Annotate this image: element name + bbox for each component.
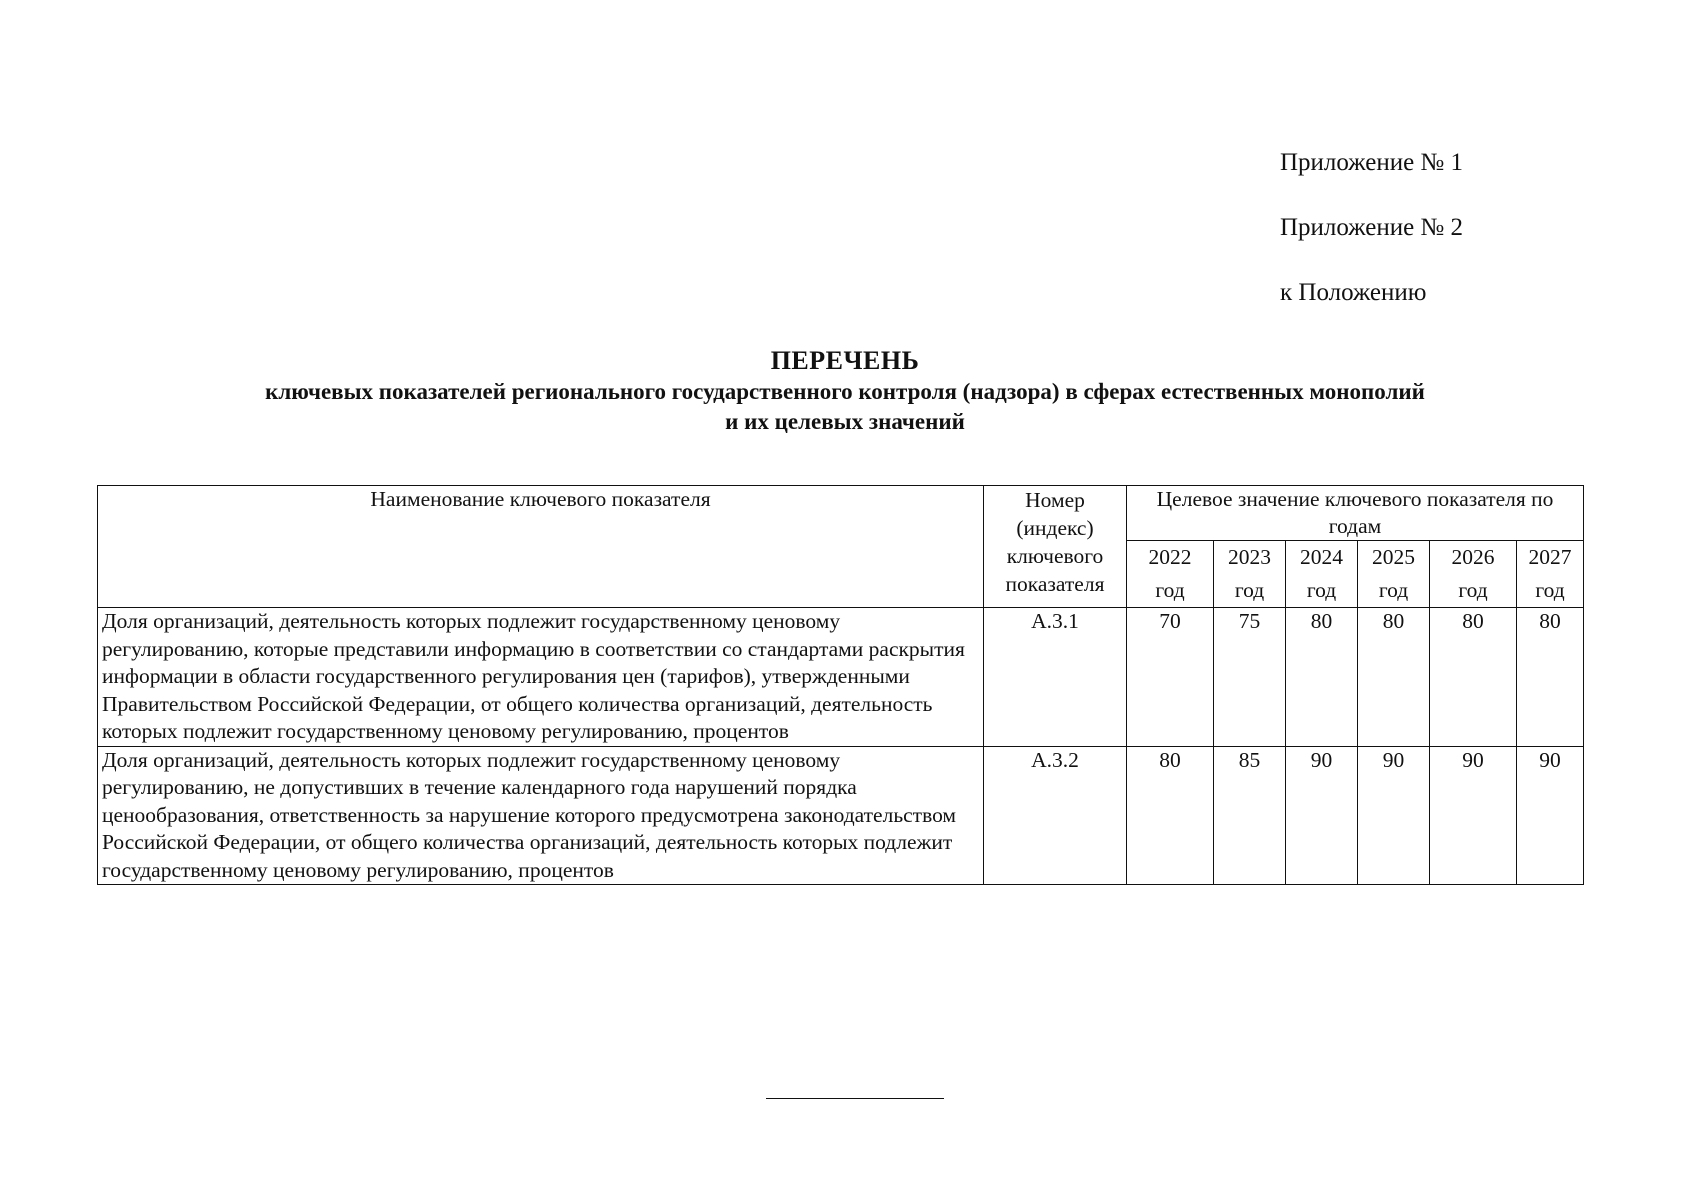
indicator-name: Доля организаций, деятельность которых подлежит государственному ценовому регулированию, не допустивших в течение календарного года нарушений порядка ценообразования, ответственность за нарушение которого предусмотрена законодательством Российской Федерации, от общего количества организаций, деятельность которых подлежит государственному ценовому регулированию, процентов: [98, 746, 984, 885]
value-2026: 90: [1430, 746, 1517, 885]
table-row: [98, 608, 1584, 747]
value-2026: 80: [1430, 608, 1517, 747]
value-2027: 90: [1517, 746, 1584, 885]
title-sub-line-1: ключевых показателей регионального государственного контроля (надзора) в сферах естественных монополий: [265, 379, 1425, 404]
title-main: ПЕРЕЧЕНЬ: [770, 346, 920, 375]
year-label: 2023: [1228, 545, 1271, 569]
table-header-row: [98, 486, 1584, 541]
header-year-2027: [1517, 541, 1584, 608]
document-title: [95, 345, 1595, 437]
header-index: Номер (индекс) ключевого показателя: [984, 486, 1127, 608]
value-2024: 90: [1286, 746, 1358, 885]
value-2022: 80: [1127, 746, 1214, 885]
header-year-2024: [1286, 541, 1358, 608]
indicator-index: А.3.2: [984, 746, 1127, 885]
header-name: Наименование ключевого показателя: [98, 486, 984, 608]
year-unit: год: [1535, 578, 1565, 602]
year-unit: год: [1155, 578, 1185, 602]
value-2023: 85: [1214, 746, 1286, 885]
header-target: Целевое значение ключевого показателя по годам: [1127, 486, 1584, 541]
value-2027: 80: [1517, 608, 1584, 747]
year-label: 2026: [1451, 545, 1495, 569]
header-year-2026: [1430, 541, 1517, 608]
year-unit: год: [1458, 578, 1488, 602]
year-label: 2025: [1372, 545, 1415, 569]
value-2025: 90: [1358, 746, 1430, 885]
year-label: 2024: [1300, 545, 1343, 569]
value-2022: 70: [1127, 608, 1214, 747]
value-2023: 75: [1214, 608, 1286, 747]
appendix-line-1: Приложение № 1: [1280, 149, 1464, 176]
title-sub-line-2: и их целевых значений: [725, 409, 965, 434]
year-unit: год: [1234, 578, 1265, 602]
header-year-2022: [1127, 541, 1214, 608]
indicators-table: [97, 485, 1584, 885]
year-label: 2022: [1148, 545, 1192, 569]
indicator-name: Доля организаций, деятельность которых подлежит государственному ценовому регулированию, которые представили информацию в соответствии со стандартами раскрытия информации в области государственного регулирования цен (тарифов), утвержденными Правительством Российской Федерации, от общего количества организаций, деятельность которых подлежит государственному ценовому регулированию, процентов: [98, 608, 984, 747]
table-row: [98, 746, 1584, 885]
header-year-2025: [1358, 541, 1430, 608]
appendix-line-2: Приложение № 2: [1280, 214, 1464, 241]
year-label: 2027: [1528, 545, 1572, 569]
year-unit: год: [1306, 578, 1337, 602]
year-unit: год: [1378, 578, 1409, 602]
indicator-index: А.3.1: [984, 608, 1127, 747]
footer-divider: [766, 1098, 944, 1099]
appendix-line-3: к Положению: [1280, 279, 1427, 306]
value-2024: 80: [1286, 608, 1358, 747]
header-year-2023: [1214, 541, 1286, 608]
value-2025: 80: [1358, 608, 1430, 747]
